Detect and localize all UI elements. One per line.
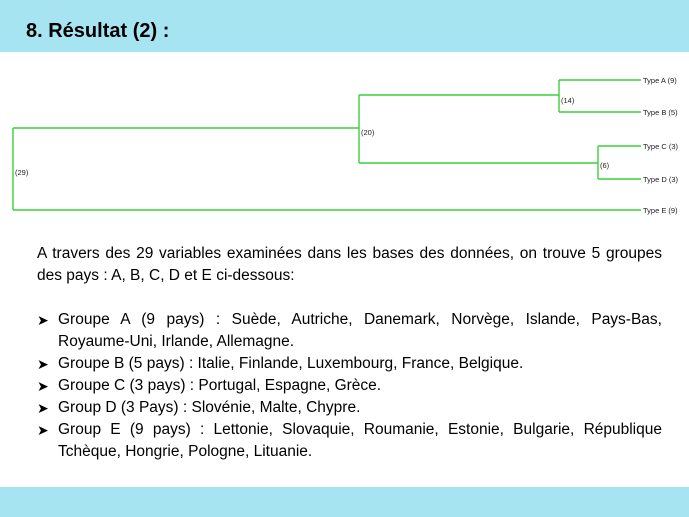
group-list-item bbox=[37, 353, 662, 375]
node-label-14: (14) bbox=[561, 96, 575, 105]
slide-body bbox=[37, 243, 662, 463]
group-list bbox=[37, 309, 662, 463]
node-label-6: (6) bbox=[600, 161, 610, 170]
group-list-item bbox=[37, 309, 662, 353]
group-list-item bbox=[37, 375, 662, 397]
group-text: Groupe A (9 pays) : Suède, Autriche, Danemark, Norvège, Islande, Pays-Bas, Royaume-Uni, Irlande, Allemagne. bbox=[58, 311, 662, 350]
intro-paragraph: A travers des 29 variables examinées dans les bases des données, on trouve 5 groupes des pays : A, B, C, D et E ci-dessous: bbox=[37, 245, 662, 284]
leaf-label-type-e: Type E (9) bbox=[643, 206, 678, 215]
leaf-label-type-a: Type A (9) bbox=[643, 76, 677, 85]
group-text: Groupe C (3 pays) : Portugal, Espagne, Grèce. bbox=[58, 377, 382, 394]
group-text: Groupe B (5 pays) : Italie, Finlande, Luxembourg, France, Belgique. bbox=[58, 355, 524, 372]
leaf-label-type-c: Type C (3) bbox=[643, 142, 679, 151]
node-label-29: (29) bbox=[15, 168, 29, 177]
leaf-label-type-d: Type D (3) bbox=[643, 175, 679, 184]
node-label-20: (20) bbox=[361, 128, 375, 137]
arrow-bullet-icon: ➤ bbox=[37, 400, 49, 416]
arrow-bullet-icon: ➤ bbox=[37, 312, 49, 328]
arrow-bullet-icon: ➤ bbox=[37, 356, 49, 372]
arrow-bullet-icon: ➤ bbox=[37, 422, 49, 438]
group-text: Group D (3 Pays) : Slovénie, Malte, Chypre. bbox=[58, 399, 361, 416]
slide-title: 8. Résultat (2) : bbox=[26, 20, 170, 42]
group-list-item bbox=[37, 419, 662, 463]
leaf-label-type-b: Type B (5) bbox=[643, 108, 678, 117]
arrow-bullet-icon: ➤ bbox=[37, 378, 49, 394]
group-list-item bbox=[37, 397, 662, 419]
group-text: Group E (9 pays) : Lettonie, Slovaquie, Roumanie, Estonie, Bulgarie, République Tchèque, Hongrie, Pologne, Lituanie. bbox=[58, 421, 662, 460]
footer-band bbox=[0, 487, 689, 517]
dendrogram bbox=[0, 58, 689, 238]
